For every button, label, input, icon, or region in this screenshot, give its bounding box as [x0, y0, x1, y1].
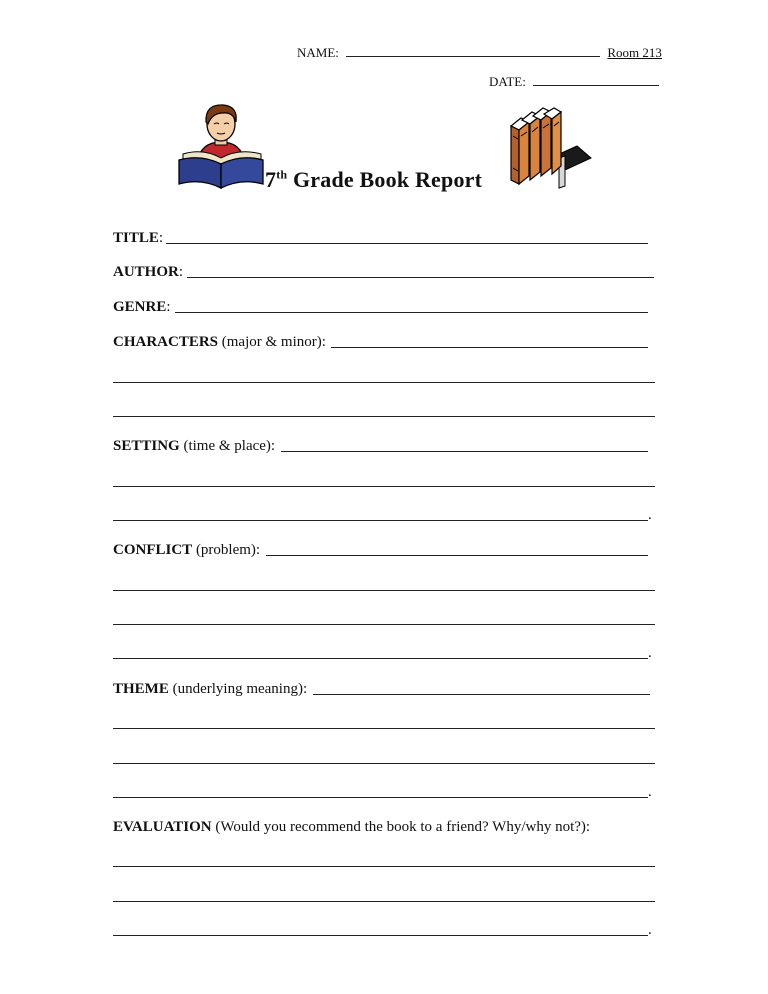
- theme-field-label: THEME (underlying meaning):: [113, 681, 308, 697]
- conflict-line-2[interactable]: [113, 590, 655, 591]
- page-title: [265, 167, 482, 193]
- characters-line-2[interactable]: [113, 382, 655, 383]
- theme-line-2[interactable]: [113, 728, 655, 729]
- title-blank[interactable]: [166, 243, 648, 244]
- evaluation-period: .: [648, 922, 652, 938]
- conflict-period: .: [648, 645, 652, 661]
- setting-blank[interactable]: [281, 451, 648, 452]
- conflict-line-3[interactable]: [113, 624, 655, 625]
- theme-period: .: [648, 784, 652, 800]
- author-blank[interactable]: [187, 277, 654, 278]
- theme-line-4[interactable]: [113, 797, 648, 798]
- setting-field-label: SETTING (time & place):: [113, 438, 276, 454]
- characters-blank[interactable]: [331, 347, 648, 348]
- setting-period: .: [648, 507, 652, 523]
- setting-line-3[interactable]: [113, 520, 648, 521]
- grade-ordinal: th: [276, 167, 288, 182]
- conflict-blank[interactable]: [266, 555, 648, 556]
- date-blank[interactable]: [533, 73, 659, 86]
- name-field[interactable]: [297, 44, 662, 61]
- date-field[interactable]: [489, 73, 659, 90]
- evaluation-field-label: EVALUATION (Would you recommend the book to a friend? Why/why not?):: [113, 819, 591, 835]
- theme-blank[interactable]: [313, 694, 650, 695]
- reading-boy-icon: [175, 102, 267, 190]
- name-label: NAME:: [297, 45, 339, 60]
- theme-line-3[interactable]: [113, 763, 655, 764]
- conflict-field-label: CONFLICT (problem):: [113, 542, 261, 558]
- genre-field-label: GENRE:: [113, 299, 171, 315]
- conflict-line-4[interactable]: [113, 658, 648, 659]
- room-number: Room 213: [607, 45, 662, 60]
- characters-field-label: CHARACTERS (major & minor):: [113, 334, 326, 350]
- genre-blank[interactable]: [175, 312, 648, 313]
- date-label: DATE:: [489, 74, 526, 89]
- author-field-label: AUTHOR:: [113, 264, 184, 280]
- evaluation-line-2[interactable]: [113, 901, 655, 902]
- title-field-label: TITLE:: [113, 230, 164, 246]
- evaluation-line-3[interactable]: [113, 935, 648, 936]
- evaluation-line-1[interactable]: [113, 866, 655, 867]
- bookshelf-icon: [505, 106, 595, 190]
- title-text: Grade Book Report: [292, 167, 483, 192]
- characters-line-3[interactable]: [113, 416, 655, 417]
- grade-number: 7: [265, 167, 277, 192]
- name-blank[interactable]: [346, 44, 600, 57]
- setting-line-2[interactable]: [113, 486, 655, 487]
